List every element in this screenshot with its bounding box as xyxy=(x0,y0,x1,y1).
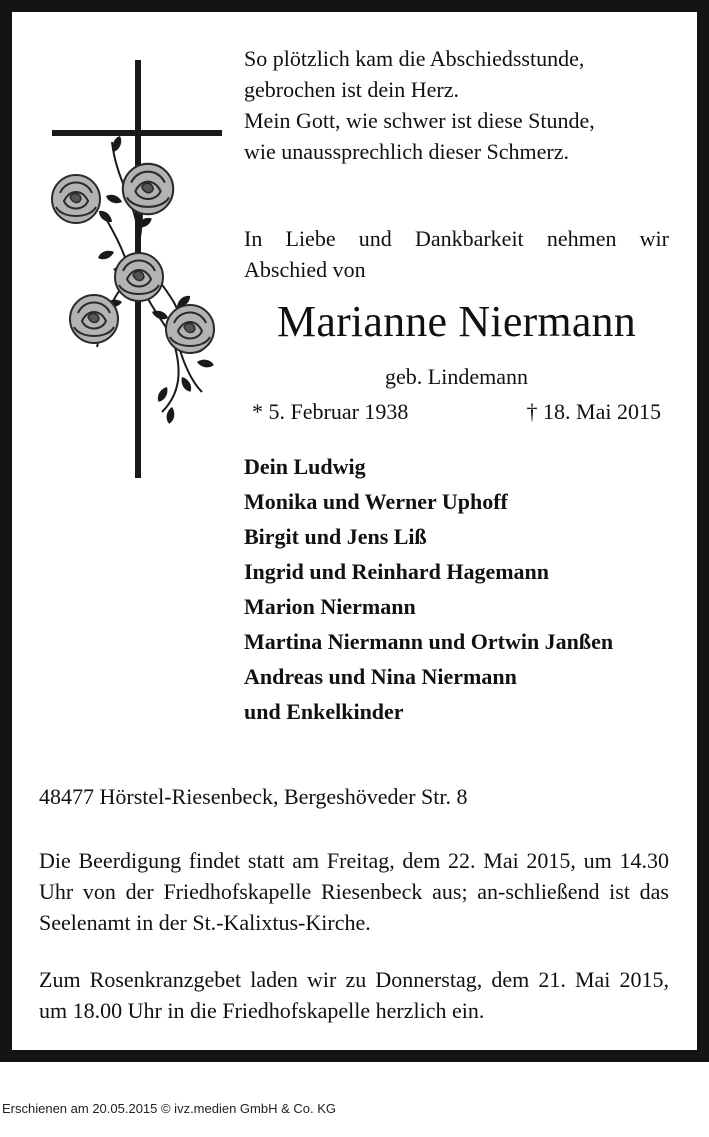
mourner-line: Andreas und Nina Niermann xyxy=(244,664,517,689)
poem-line: Mein Gott, wie schwer ist diese Stunde, xyxy=(244,108,595,133)
publication-footer: Erschienen am 20.05.2015 © ivz.medien GmbH & Co. KG xyxy=(2,1101,337,1116)
obituary-card xyxy=(12,12,697,1050)
mourner-line: und Enkelkinder xyxy=(244,699,404,724)
cross-with-roses-icon xyxy=(42,47,222,487)
mourner-line: Birgit und Jens Liß xyxy=(244,524,427,549)
family-address: 48477 Hörstel-Riesenbeck, Bergeshöveder Str. 8 xyxy=(39,784,468,809)
birth-date: * 5. Februar 1938 xyxy=(252,399,409,424)
rosary-notice: Zum Rosenkranzgebet laden wir zu Donnerstag, dem 21. Mai 2015, um 18.00 Uhr in die Friedhofskapelle herzlich ein. xyxy=(39,967,669,1023)
death-date: † 18. Mai 2015 xyxy=(526,399,661,424)
mourner-line: Monika und Werner Uphoff xyxy=(244,489,508,514)
mourner-line: Dein Ludwig xyxy=(244,454,366,479)
poem xyxy=(244,43,674,167)
funeral-notice: Die Beerdigung findet statt am Freitag, dem 22. Mai 2015, um 14.30 Uhr von der Friedhofskapelle Riesenbeck aus; an-schließend ist das Seelenamt in der St.-Kalixtus-Kirche. xyxy=(39,848,669,935)
maiden-name: geb. Lindemann xyxy=(385,364,528,389)
mourner-line: Marion Niermann xyxy=(244,594,416,619)
poem-line: So plötzlich kam die Abschiedsstunde, xyxy=(244,46,585,71)
poem-line: wie unaussprechlich dieser Schmerz. xyxy=(244,139,569,164)
mourner-line: Ingrid und Reinhard Hagemann xyxy=(244,559,550,584)
farewell-intro xyxy=(244,223,669,285)
deceased-name: Marianne Niermann xyxy=(277,297,636,346)
mourner-line: Martina Niermann und Ortwin Janßen xyxy=(244,629,614,654)
intro-line: In Liebe und Dankbarkeit nehmen wir xyxy=(244,226,669,251)
poem-line: gebrochen ist dein Herz. xyxy=(244,77,460,102)
intro-line: Abschied von xyxy=(244,257,366,282)
mourners-list xyxy=(244,449,684,729)
